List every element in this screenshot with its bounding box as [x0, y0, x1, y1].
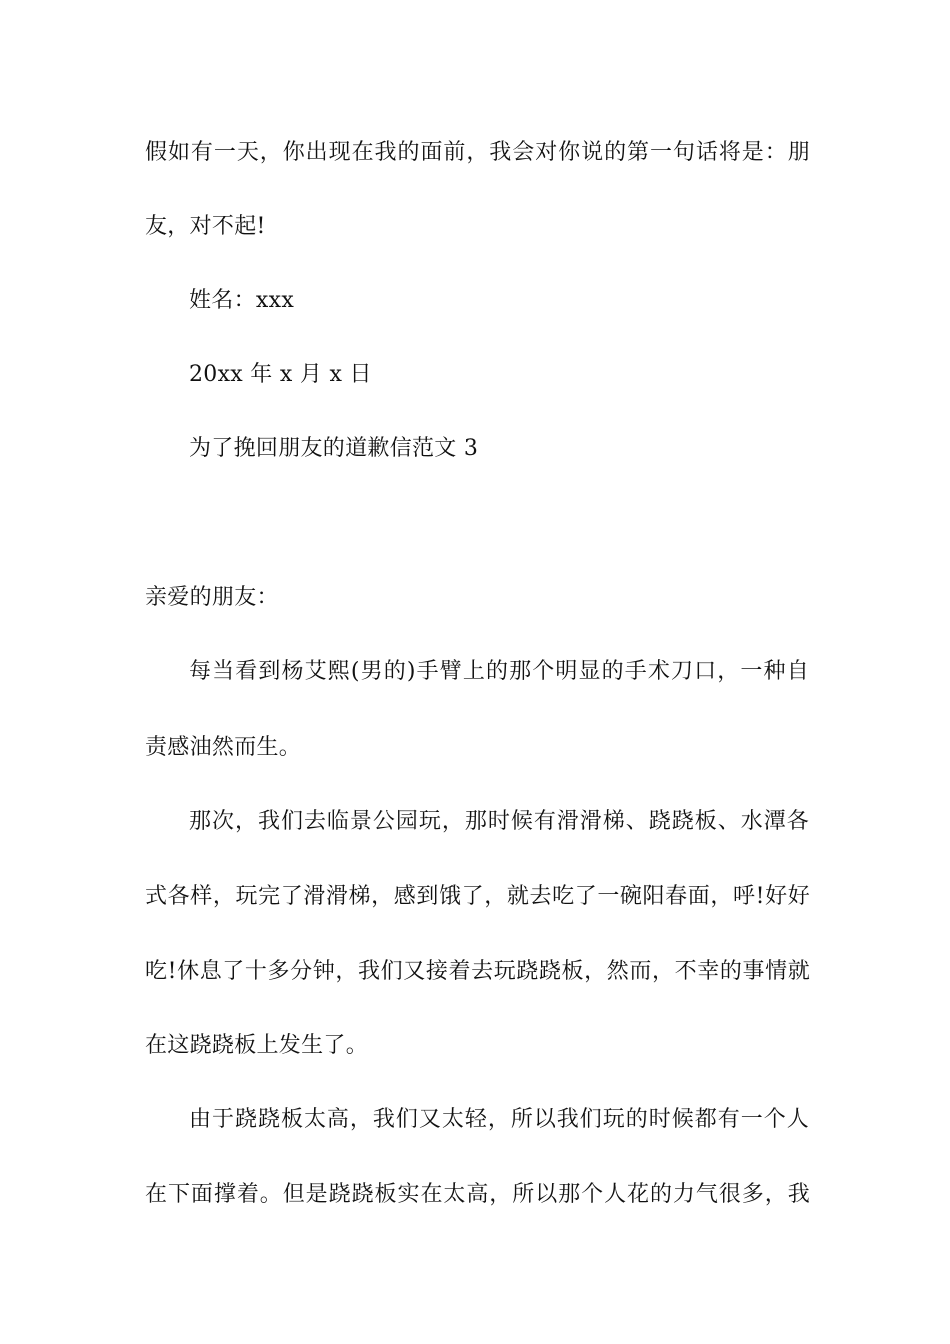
paragraph-line: 责感油然而生。: [145, 735, 302, 760]
paragraph-line: 式各样，玩完了滑滑梯，感到饿了，就去吃了一碗阳春面，呼!好好: [145, 884, 810, 909]
paragraph-line: 在下面撑着。但是跷跷板实在太高，所以那个人花的力气很多，我: [145, 1182, 810, 1207]
paragraph-line: 由于跷跷板太高，我们又太轻，所以我们玩的时候都有一个人: [189, 1107, 809, 1132]
paragraph-line: 假如有一天，你出现在我的面前，我会对你说的第一句话将是：朋: [145, 140, 810, 165]
signature-name: 姓名：xxx: [189, 288, 295, 313]
paragraph-line: 每当看到杨艾熙(男的)手臂上的那个明显的手术刀口，一种自: [189, 659, 809, 684]
signature-date: 20xx 年 x 月 x 日: [189, 362, 372, 387]
paragraph-line: 友，对不起!: [145, 214, 266, 239]
paragraph-line: 吃!休息了十多分钟，我们又接着去玩跷跷板，然而，不幸的事情就: [145, 959, 810, 984]
section-title: 为了挽回朋友的道歉信范文 3: [189, 436, 479, 461]
salutation: 亲爱的朋友：: [145, 585, 279, 610]
paragraph-line: 在这跷跷板上发生了。: [145, 1033, 369, 1058]
paragraph-line: 那次，我们去临景公园玩，那时候有滑滑梯、跷跷板、水潭各: [189, 809, 809, 834]
